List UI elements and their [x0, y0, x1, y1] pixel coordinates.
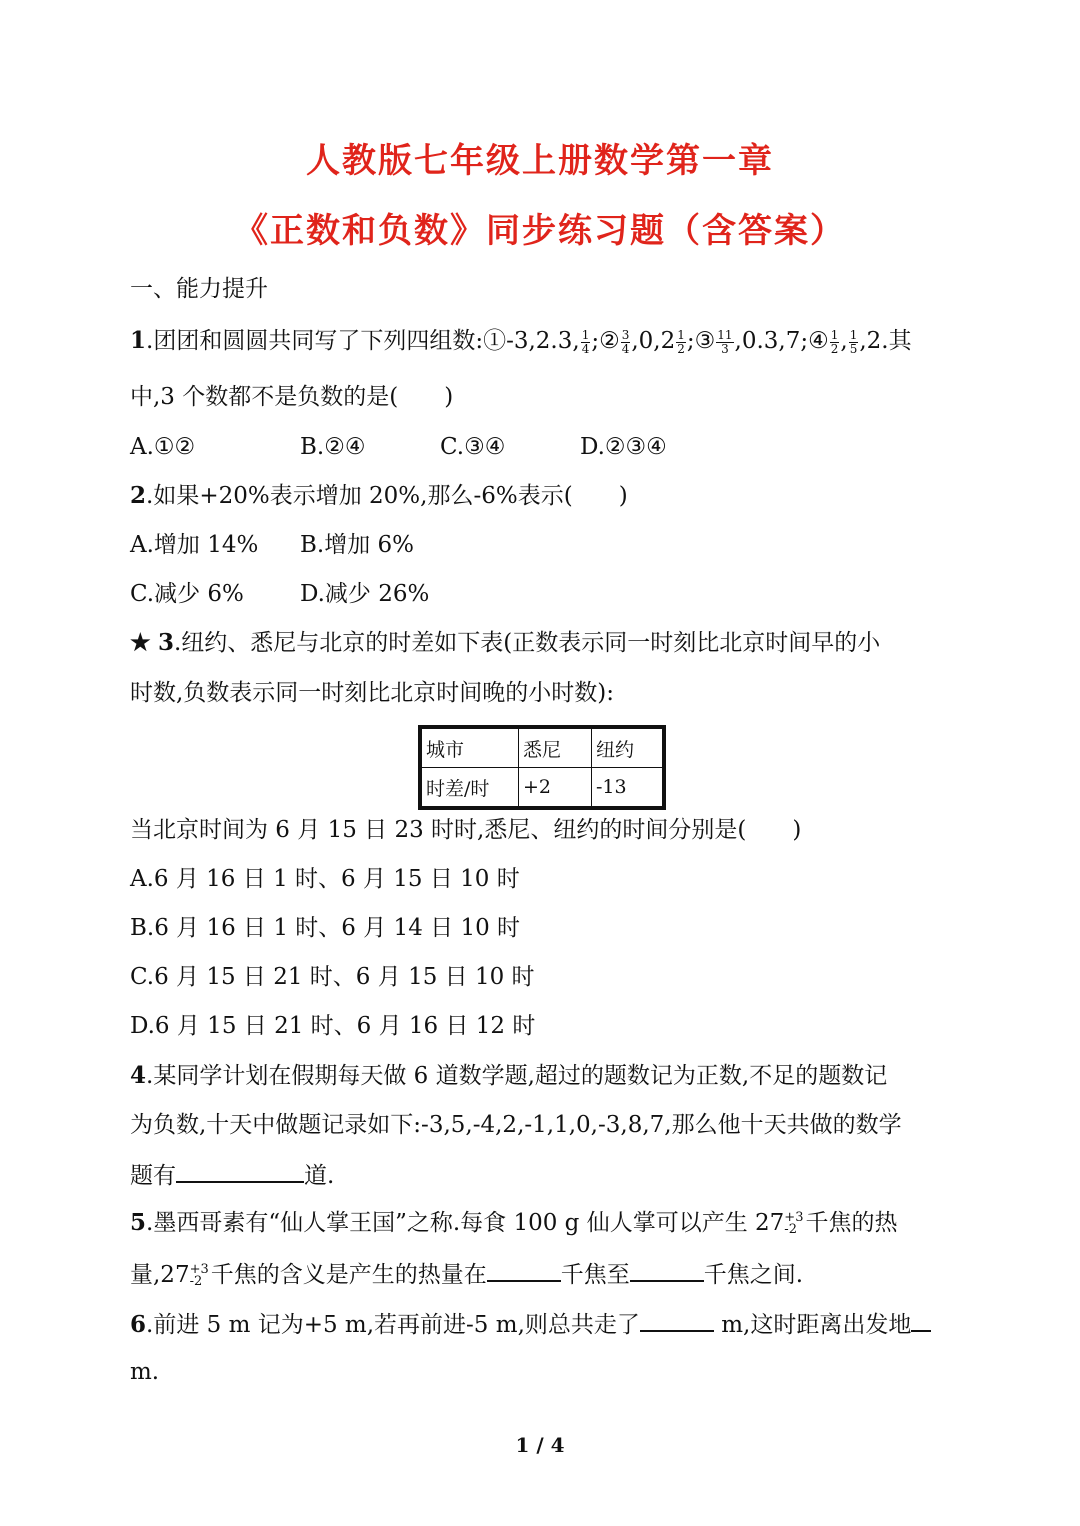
q6-text: m,这时距离出发地 [721, 1312, 912, 1338]
q1-options [130, 432, 667, 462]
q3-option-c: C.6 月 15 日 21 时、6 月 15 日 10 时 [130, 964, 535, 990]
table-cell: 悉尼 [519, 727, 592, 768]
q3-question-text: 当北京时间为 6 月 15 日 23 时时,悉尼、纽约的时间分别是( [130, 817, 747, 843]
q1-text: ,0,2 [631, 328, 676, 354]
q6-number: 6 [130, 1311, 147, 1338]
table-cell: 城市 [420, 727, 519, 768]
q1-line1 [130, 326, 912, 356]
q3-option-d: D.6 月 15 日 21 时、6 月 16 日 12 时 [130, 1013, 536, 1039]
q3-text: .纽约、悉尼与北京的时差如下表(正数表示同一时刻比北京时间早的小 [173, 630, 881, 656]
table-cell: 纽约 [592, 727, 665, 768]
q1-option-a: A.①② [130, 434, 196, 460]
tolerance-notation: +3 -2 [189, 1262, 209, 1289]
q1-number: 1 [130, 327, 147, 354]
answer-paren: ) [792, 817, 802, 843]
table-cell: -13 [592, 768, 665, 809]
answer-blank[interactable] [487, 1258, 561, 1282]
q5-number: 5 [130, 1209, 147, 1236]
page-number: 1 / 4 [515, 1433, 565, 1457]
answer-paren: ) [618, 483, 628, 509]
q4-line2: 为负数,十天中做题记录如下:-3,5,-4,2,-1,1,0,-3,8,7,那么他十天共做的数学 [130, 1112, 902, 1138]
q4-line1 [130, 1061, 887, 1091]
tolerance-notation: +3 -2 [784, 1210, 804, 1237]
q1-question: 中,3 个数都不是负数的是( [130, 384, 399, 410]
table-cell: 时差/时 [420, 768, 519, 809]
q3-line2: 时数,负数表示同一时刻比北京时间晚的小时数): [130, 680, 615, 706]
q4-text: .某同学计划在假期每天做 6 道数学题,超过的题数记为正数,不足的题数记 [146, 1063, 888, 1089]
document-title-line1: 人教版七年级上册数学第一章 [306, 141, 774, 181]
q2-options-row2 [130, 579, 429, 609]
q4-text: 题有 [130, 1163, 176, 1189]
q5-text: 千焦之间. [703, 1262, 804, 1288]
answer-paren: ) [444, 384, 454, 410]
q2-option-a: A.增加 14% [130, 532, 259, 558]
q5-text: 千焦的热 [805, 1210, 898, 1236]
q1-text: ,0.3,7;④ [734, 328, 829, 354]
q1-option-c: C.③④ [440, 434, 506, 460]
q3-question [130, 815, 801, 845]
q5-text: .墨西哥素有“仙人掌王国”之称.每食 100 g 仙人掌可以产生 27 [146, 1210, 785, 1236]
fraction: $\frac{1}{2}$ [830, 327, 839, 356]
q5-line1 [130, 1208, 897, 1238]
answer-blank[interactable] [176, 1159, 304, 1183]
fraction: $\frac{1}{2}$ [677, 327, 685, 356]
q2-question: .如果+20%表示增加 20%,那么-6%表示( [146, 483, 573, 509]
q4-text: 道. [304, 1163, 335, 1189]
fraction: $\frac{11}{3}$ [717, 327, 733, 356]
table-row [420, 727, 664, 768]
q3-option-a: A.6 月 16 日 1 时、6 月 15 日 10 时 [130, 866, 520, 892]
q1-text: ,2.其 [859, 328, 912, 354]
q2-number: 2 [130, 482, 147, 509]
q1-text: .团团和圆圆共同写了下列四组数:①-3,2.3, [146, 328, 580, 354]
q3-number: 3 [157, 629, 174, 656]
answer-blank[interactable] [640, 1308, 714, 1332]
fraction: $\frac{1}{5}$ [849, 327, 858, 356]
time-difference-table [418, 725, 666, 810]
answer-blank[interactable] [911, 1308, 931, 1332]
document-title-line2: 《正数和负数》同步练习题（含答案） [234, 211, 846, 251]
q1-option-b: B.②④ [300, 434, 366, 460]
fraction: $\frac{1}{4}$ [581, 327, 590, 356]
q1-line2 [130, 382, 453, 412]
q1-text: , [840, 328, 848, 354]
q6-text: .前进 5 m 记为+5 m,若再前进-5 m,则总共走了 [146, 1312, 640, 1338]
q1-text: ;② [591, 328, 620, 354]
table-cell: +2 [519, 768, 592, 809]
fraction: $\frac{3}{4}$ [621, 327, 630, 356]
q2-option-c: C.减少 6% [130, 581, 244, 607]
q5-text: 千焦的含义是产生的热量在 [210, 1262, 487, 1288]
q5-text: 千焦至 [560, 1262, 630, 1288]
q3-option-b: B.6 月 16 日 1 时、6 月 14 日 10 时 [130, 915, 521, 941]
q2-options-row1 [130, 530, 414, 560]
table-row [420, 768, 664, 809]
q1-option-d: D.②③④ [580, 434, 667, 460]
q6-line1 [130, 1308, 931, 1340]
q4-number: 4 [130, 1062, 147, 1089]
q2-option-d: D.减少 26% [300, 581, 430, 607]
answer-blank[interactable] [630, 1258, 704, 1282]
q4-line3 [130, 1159, 334, 1191]
section-heading: 一、能力提升 [130, 276, 268, 302]
q3-line1 [130, 628, 880, 658]
q5-text: 量,27 [130, 1262, 190, 1288]
q1-text: ;③ [686, 328, 716, 354]
q5-line2 [130, 1258, 803, 1290]
q2-line [130, 481, 628, 511]
q6-line2: m. [130, 1359, 160, 1385]
star-icon: ★ [130, 629, 151, 656]
q2-option-b: B.增加 6% [300, 532, 415, 558]
